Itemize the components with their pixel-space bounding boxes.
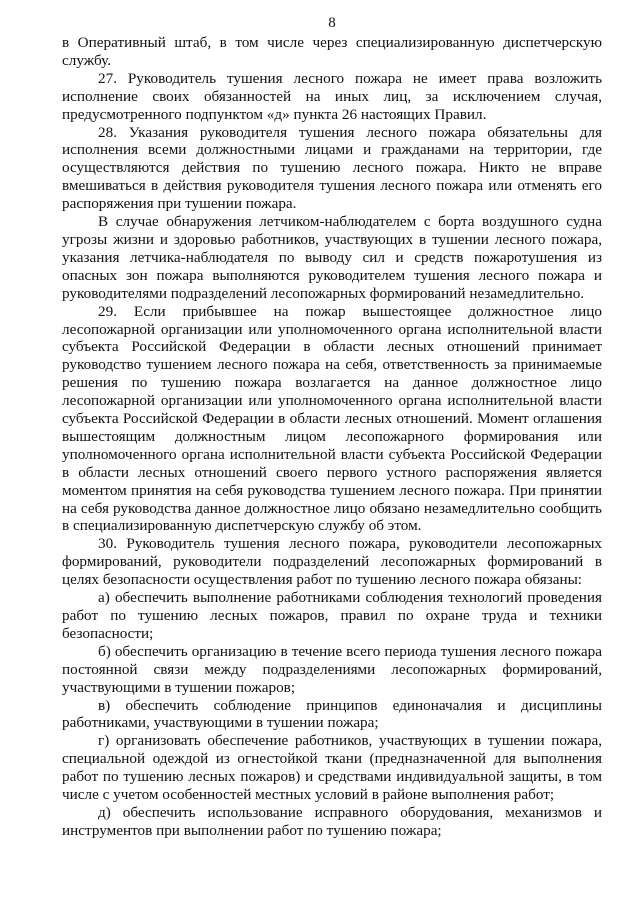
paragraph-30-item-g: г) организовать обеспечение работников, участвующих в тушении пожара, специальной одеждой из огнестойкой ткани (предназначенной для выполнения работ по тушению лесных пожаров) и средствами индивидуальной защиты, в том числе с учетом особенностей местных условий в районе выполнения работ; <box>62 732 602 804</box>
paragraph-29: 29. Если прибывшее на пожар вышестоящее должностное лицо лесопожарной организации или уполномоченного органа исполнительной власти субъекта Российской Федерации в области лесных отношений принимает руководство тушением лесного пожара на себя, ответственность за принимаемые решения по тушению пожара возлагается на данное должностное лицо лесопожарной организации или уполномоченного органа исполнительной власти субъекта Российской Федерации в области лесных отношений. Момент оглашения вышестоящим должностным лицом лесопожарного формирования или уполномоченного органа исполнительной власти субъекта Российской Федерации в области лесных отношений своего первого устного распоряжения является моментом принятия на себя руководства тушением лесного пожара. При принятии на себя руководства данное должностное лицо обязано незамедлительно сообщить в специализированную диспетчерскую службу об этом. <box>62 302 602 535</box>
paragraph-27: 27. Руководитель тушения лесного пожара не имеет права возложить исполнение своих обязанностей на иных лиц, за исключением случая, предусмотренного подпунктом «д» пункта 26 настоящих Правил. <box>62 69 602 123</box>
document-body <box>62 34 602 840</box>
paragraph-30-item-a: а) обеспечить выполнение работниками соблюдения технологий проведения работ по тушению лесных пожаров, правил по охране труда и техники безопасности; <box>62 589 602 642</box>
paragraph-28: 28. Указания руководителя тушения лесного пожара обязательны для исполнения всеми должностными лицами и гражданами на территории, где осуществляются действия по тушению лесного пожара. Никто не вправе вмешиваться в действия руководителя тушения лесного пожара или отменять его распоряжения при тушении пожара. <box>62 123 602 213</box>
page-number: 8 <box>328 15 336 31</box>
paragraph-28-observer-pilot: В случае обнаружения летчиком-наблюдателем с борта воздушного судна угрозы жизни и здоровью работников, участвующих в тушении лесного пожара, указания летчика-наблюдателя по выводу сил и средств пожаротушения из опасных зон пожара выполняются руководителем тушения лесного пожара и руководителями подразделений лесопожарных формирований незамедлительно. <box>62 213 602 302</box>
paragraph-30: 30. Руководитель тушения лесного пожара, руководители лесопожарных формирований, руководители подразделений лесопожарных формирований в целях безопасности осуществления работ по тушению лесного пожара обязаны: <box>62 535 602 589</box>
paragraph-30-item-b: б) обеспечить организацию в течение всего периода тушения лесного пожара постоянной связи между подразделениями лесопожарных формирований, участвующими в тушении пожаров; <box>62 642 602 696</box>
paragraph-continuation: в Оперативный штаб, в том числе через специализированную диспетчерскую службу. <box>62 34 602 69</box>
paragraph-30-item-d: д) обеспечить использование исправного оборудования, механизмов и инструментов при выполнении работ по тушению пожара; <box>62 803 602 839</box>
paragraph-30-item-v: в) обеспечить соблюдение принципов единоначалия и дисциплины работниками, участвующими в тушении пожара; <box>62 696 602 732</box>
